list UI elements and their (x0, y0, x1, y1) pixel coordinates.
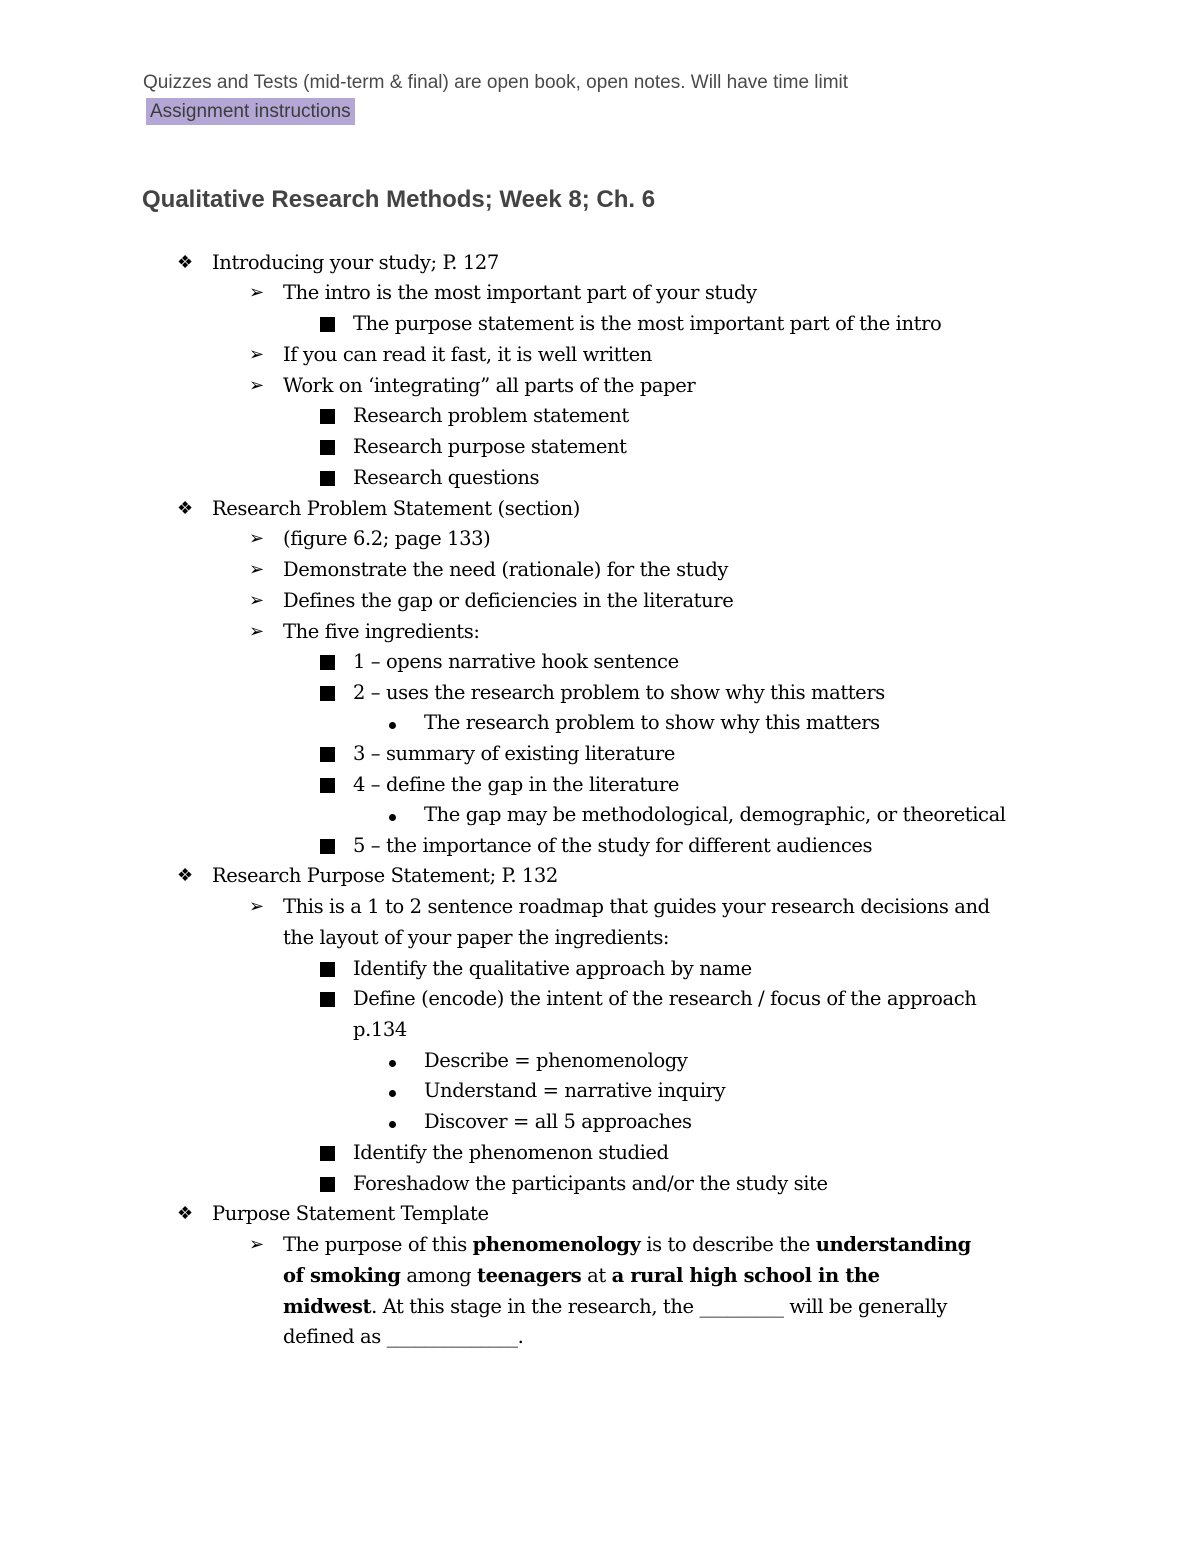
outline-subitem: The purpose statement is the most important part of the intro (353, 312, 942, 335)
square-bullet-icon (320, 401, 336, 433)
square-bullet-icon (320, 954, 336, 986)
square-bullet-icon (320, 678, 336, 710)
template-sentence-line2: of smoking among teenagers at a rural high school in the (283, 1264, 880, 1287)
arrowhead-bullet-icon: ➢ (249, 621, 265, 642)
outline-subitem: The five ingredients: (283, 620, 480, 643)
dot-bullet-icon (389, 1076, 396, 1106)
course-note: Quizzes and Tests (mid-term & final) are open book, open notes. Will have time limit (143, 72, 849, 93)
diamond-bullet-icon: ❖ (177, 252, 194, 273)
template-sentence-line1: The purpose of this phenomenology is to describe the understanding (283, 1233, 971, 1256)
square-bullet-icon (320, 309, 336, 341)
outline-subitem: Define (encode) the intent of the research / focus of the approach (353, 987, 977, 1010)
diamond-bullet-icon: ❖ (177, 498, 194, 519)
square-bullet-icon (320, 1169, 336, 1201)
page-title: Qualitative Research Methods; Week 8; Ch. 6 (142, 186, 656, 213)
outline-subitem: Understand = narrative inquiry (424, 1079, 726, 1102)
outline-subitem: Research purpose statement (353, 435, 627, 458)
outline-subitem-continuation: p.134 (353, 1018, 407, 1041)
outline-subitem: 1 – opens narrative hook sentence (353, 650, 679, 673)
dot-bullet-icon (389, 800, 396, 830)
dot-bullet-icon (389, 1107, 396, 1137)
square-bullet-icon (320, 647, 336, 679)
arrowhead-bullet-icon: ➢ (249, 559, 265, 580)
outline-subitem: Foreshadow the participants and/or the study site (353, 1172, 828, 1195)
square-bullet-icon (320, 739, 336, 771)
square-bullet-icon (320, 831, 336, 863)
outline-item-problem-statement: Research Problem Statement (section) (212, 497, 581, 520)
outline-subitem: Work on ‘integrating” all parts of the paper (283, 374, 696, 397)
outline-subitem: 5 – the importance of the study for different audiences (353, 834, 873, 857)
outline-subitem: Demonstrate the need (rationale) for the study (283, 558, 729, 581)
outline-subitem: The research problem to show why this matters (424, 711, 880, 734)
arrowhead-bullet-icon: ➢ (249, 375, 265, 396)
arrowhead-bullet-icon: ➢ (249, 528, 265, 549)
outline-subitem-continuation: the layout of your paper the ingredients: (283, 926, 670, 949)
assignment-instructions-link[interactable]: Assignment instructions (146, 98, 355, 125)
outline-subitem: The intro is the most important part of your study (283, 281, 757, 304)
outline-item-template: Purpose Statement Template (212, 1202, 489, 1225)
outline-subitem: Research problem statement (353, 404, 629, 427)
outline-subitem: Research questions (353, 466, 540, 489)
arrowhead-bullet-icon: ➢ (249, 344, 265, 365)
square-bullet-icon (320, 463, 336, 495)
square-bullet-icon (320, 984, 336, 1016)
arrowhead-bullet-icon: ➢ (249, 282, 265, 303)
template-sentence-line3: midwest. At this stage in the research, the _________ will be generally (283, 1295, 947, 1318)
dot-bullet-icon (389, 708, 396, 738)
outline-subitem: (figure 6.2; page 133) (283, 527, 491, 550)
diamond-bullet-icon: ❖ (177, 1203, 194, 1224)
outline-item-purpose-statement: Research Purpose Statement; P. 132 (212, 864, 558, 887)
outline-subitem: Discover = all 5 approaches (424, 1110, 692, 1133)
outline-subitem: Identify the phenomenon studied (353, 1141, 669, 1164)
outline-subitem: This is a 1 to 2 sentence roadmap that guides your research decisions and (283, 895, 990, 918)
outline-item-introducing-study: Introducing your study; P. 127 (212, 251, 499, 274)
template-sentence-line4: defined as ______________. (283, 1325, 524, 1348)
arrowhead-bullet-icon: ➢ (249, 590, 265, 611)
outline-subitem: 3 – summary of existing literature (353, 742, 675, 765)
arrowhead-bullet-icon: ➢ (249, 896, 265, 917)
outline-subitem: If you can read it fast, it is well written (283, 343, 652, 366)
arrowhead-bullet-icon: ➢ (249, 1234, 265, 1255)
outline-subitem: The gap may be methodological, demographic, or theoretical (424, 803, 1006, 826)
square-bullet-icon (320, 432, 336, 464)
diamond-bullet-icon: ❖ (177, 865, 194, 886)
outline-subitem: Describe = phenomenology (424, 1049, 688, 1072)
outline-subitem: 2 – uses the research problem to show why this matters (353, 681, 885, 704)
dot-bullet-icon (389, 1046, 396, 1076)
outline-subitem: Identify the qualitative approach by name (353, 957, 752, 980)
square-bullet-icon (320, 1138, 336, 1170)
outline-subitem: Defines the gap or deficiencies in the literature (283, 589, 734, 612)
square-bullet-icon (320, 770, 336, 802)
outline-subitem: 4 – define the gap in the literature (353, 773, 680, 796)
